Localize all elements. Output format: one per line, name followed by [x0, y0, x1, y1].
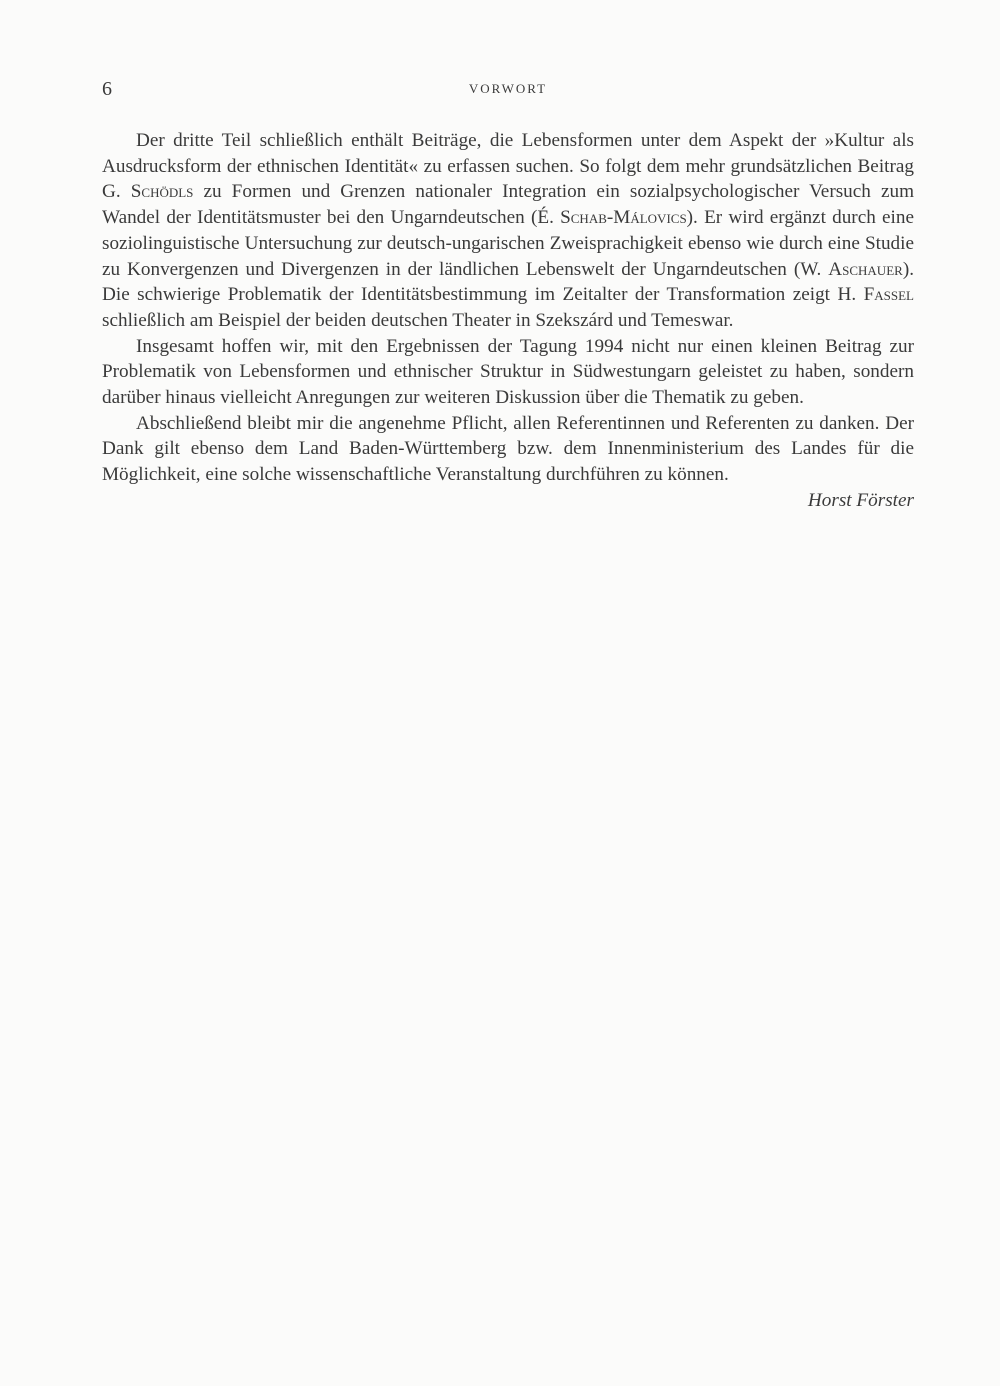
- paragraph-2: Insgesamt hoffen wir, mit den Ergebnissen der Tagung 1994 nicht nur einen kleinen Beitrag zur Problematik von Lebensformen und ethnischer Struktur in Südwestungarn geleistet zu haben, sondern darüber hinaus vielleicht Anregungen zur weiteren Diskussion über die Thematik zu geben.: [102, 335, 914, 409]
- author-name-fassel: Fassel: [863, 284, 914, 306]
- author-name-schoedl: Schödls: [130, 181, 194, 203]
- author-name-schab-malovics: Schab-Málovics: [560, 207, 687, 229]
- paragraph-3: Abschließend bleibt mir die angenehme Pflicht, allen Referentinnen und Referenten zu danken. Der Dank gilt ebenso dem Land Baden-Württemberg bzw. dem Innenministerium des Landes für die Möglichkeit, eine solche wissenschaftliche Veranstaltung durchführen zu können.: [102, 412, 914, 486]
- author-name-aschauer: Aschauer: [828, 258, 903, 280]
- paragraph-1-text-e: schließlich am Beispiel der beiden deutschen Theater in Szekszárd und Temeswar.: [102, 309, 734, 331]
- paragraph-1: [102, 128, 914, 334]
- body-text: [102, 128, 914, 514]
- paragraph-1-text-b: zu Formen und Grenzen nationaler Integration ein sozialpsychologischer Versuch zum Wandel der Identitätsmuster bei den Ungarndeutschen (É.: [102, 181, 914, 229]
- paragraph-1-text-d: ). Die schwierige Problematik der Identitätsbestimmung im Zeitalter der Transformation zeigt H.: [102, 258, 914, 306]
- page-header: [102, 76, 914, 102]
- paragraph-1-text-a: Der dritte Teil schließlich enthält Beiträge, die Lebensformen unter dem Aspekt der »Kultur als Ausdrucksform der ethnischen Identität« zu erfassen suchen. So folgt dem mehr grundsätzlichen Beitrag G.: [102, 130, 914, 203]
- page-number: 6: [102, 78, 112, 100]
- running-head: VORWORT: [468, 81, 548, 96]
- paragraph-1-text-c: ). Er wird ergänzt durch eine soziolinguistische Untersuchung zur deutsch-ungarischen Zweisprachigkeit ebenso wie durch eine Studie zu Konvergenzen und Divergenzen in der ländlichen Lebenswelt der Ungarndeutschen (W.: [102, 207, 914, 280]
- signature: Horst Förster: [807, 489, 914, 511]
